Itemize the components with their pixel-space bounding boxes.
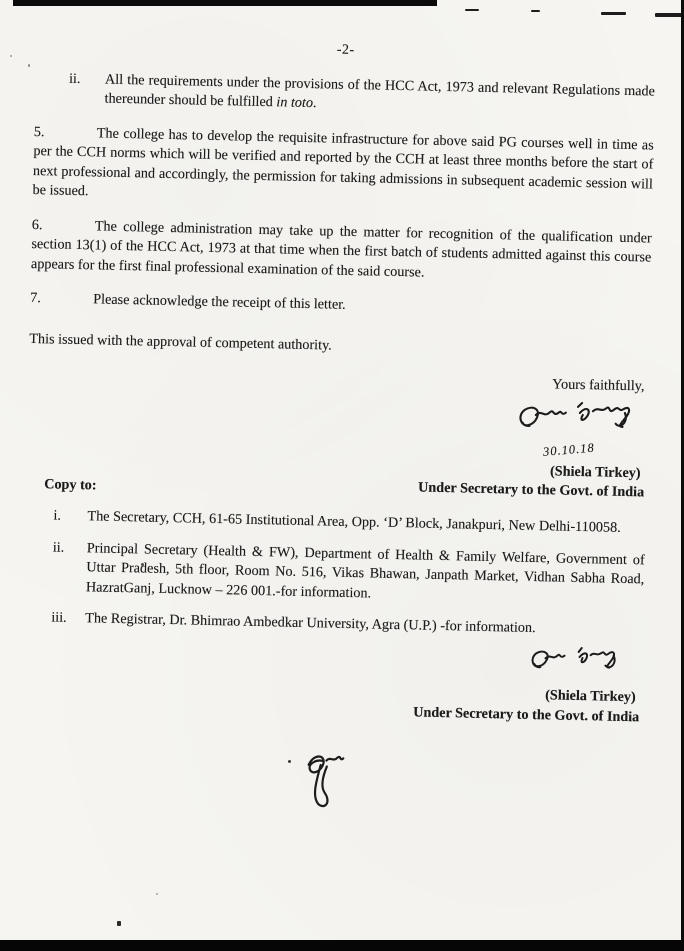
scan-speck: [117, 921, 121, 926]
scan-dash-artifact: [655, 13, 684, 17]
condition-text-end: .: [312, 95, 317, 112]
copy-item-text: The Registrar, Dr. Bhimrao Ambedkar University, Agra (U.P.) -for information.: [85, 610, 536, 637]
signatory-title: Under Secretary to the Govt. of India: [417, 479, 645, 501]
condition-text: All the requirements under the provisions of the HCC Act, 1973 and relevant Regulations made thereunder should be fulfilled: [104, 71, 656, 111]
copy-item-text: The Secretary, CCH, 61-65 Institutional Area, Opp. ‘D’ Block, Janakpuri, New Delhi-110058.: [87, 508, 621, 536]
copy-item-i: [25, 506, 645, 539]
signatory-name: (Shiela Tirkey): [544, 687, 636, 706]
scan-top-bar-artifact: [13, 0, 437, 6]
scan-speck: [10, 55, 12, 57]
list-marker: iii.: [51, 609, 67, 626]
paragraph-text: The college administration may take up the matter for recognition of the qualification under section 13(1) of the HCC Act, 1973 at that time when the first batch of students admitted against this course appears for the first final professional examination of the said course.: [30, 217, 652, 281]
paragraph-7: [30, 289, 650, 322]
paragraph-text: Please acknowledge the receipt of this letter.: [93, 291, 346, 313]
copy-item-ii: [24, 537, 645, 609]
latin-phrase: in toto: [276, 94, 314, 112]
signatory-name: (Shiela Tirkey): [549, 462, 641, 481]
scan-bottom-bar-artifact: [0, 940, 684, 951]
letter-body: [21, 34, 656, 727]
copy-item-text: Principal Secretary (Health & FW), Department of Health & Family Welfare, Government of Uttar Pradesh, 5th floor, Room No. 516, Vikas Bhawan, Janpath Market, Vidhan Sabha Road, HazratGanj, Lucknow – 226 001.-for information.: [85, 539, 645, 601]
paragraph-number: 7.: [30, 289, 42, 307]
signature-scribble-icon: [290, 748, 352, 814]
scan-speck: [156, 893, 158, 895]
paragraph-5: [32, 122, 654, 214]
handwritten-initials-bottom: [290, 748, 353, 819]
list-marker: ii.: [68, 70, 81, 87]
scan-speck: [28, 64, 30, 67]
signature-scribble-icon: [509, 398, 638, 443]
list-marker: ii.: [52, 538, 65, 556]
handwritten-date: 30.10.18: [542, 440, 596, 459]
page-number: -2-: [336, 42, 355, 58]
scan-dash-artifact: [465, 9, 479, 11]
valediction: Yours faithfully,: [552, 376, 645, 395]
paragraph-text: The college has to develop the requisite infrastructure for above said PG courses well in time as per the CCH norms which will be verified and reported by the CCH at least three months before the start of next professional and accordingly, the permission for taking admissions in subsequent academic session will be issued.: [32, 124, 654, 200]
signatory-title: Under Secretary to the Govt. of India: [413, 703, 640, 725]
signature-scribble-icon: [524, 644, 629, 679]
scan-dash-artifact: [531, 10, 540, 12]
approval-note: This issued with the approval of competent authority.: [29, 330, 332, 354]
copy-to-label: Copy to:: [44, 475, 97, 493]
scan-dash-artifact: [601, 12, 626, 15]
condition-item-ii: [34, 68, 655, 121]
paragraph-number: 6.: [31, 216, 43, 233]
list-marker: i.: [53, 507, 62, 524]
paragraph-number: 5.: [33, 123, 45, 140]
paragraph-6: [31, 215, 652, 287]
signature-block-2: [21, 633, 643, 727]
